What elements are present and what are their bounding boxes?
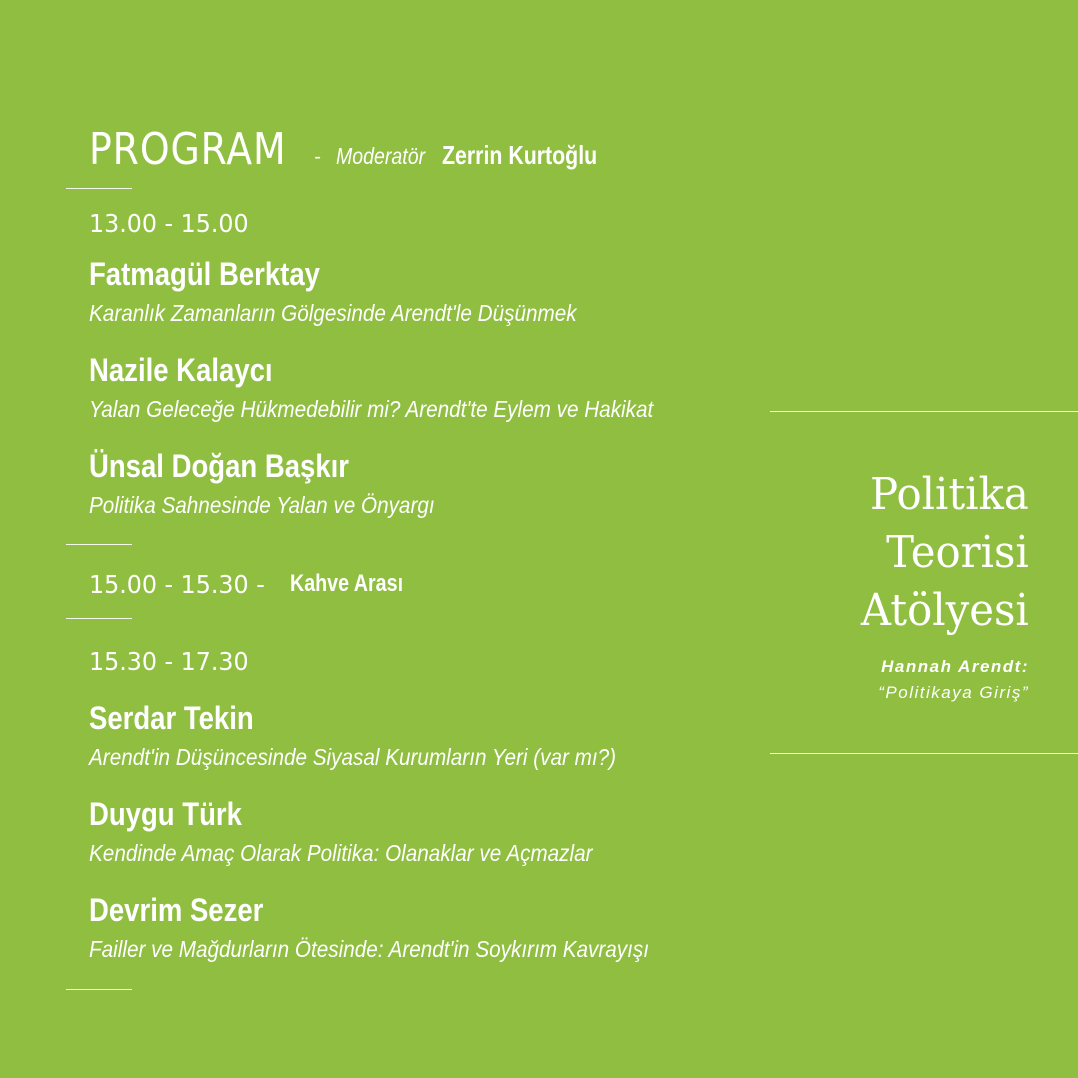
divider-line [66, 544, 132, 545]
break-time: 15.00 - 15.30 - [89, 570, 265, 599]
talk-title: Yalan Geleceğe Hükmedebilir mi? Arendt'te Eylem ve Hakikat [89, 396, 654, 422]
talk-title: Arendt'in Düşüncesinde Siyasal Kurumların Yeri (var mı?) [89, 744, 617, 770]
workshop-book: “Politikaya Giriş” [878, 683, 1029, 702]
speaker-name: Nazile Kalaycı [89, 352, 273, 388]
session-time: 15.30 - 17.30 [89, 647, 249, 676]
talk-title: Karanlık Zamanların Gölgesinde Arendt'le Düşünmek [89, 300, 577, 326]
workshop-author: Hannah Arendt: [881, 657, 1029, 676]
moderator-label: Moderatör [336, 143, 426, 169]
divider-line [66, 188, 132, 189]
talk-title: Politika Sahnesinde Yalan ve Önyargı [89, 492, 435, 518]
header-separator: - [314, 146, 321, 168]
speaker-name: Duygu Türk [89, 796, 242, 832]
break-label: Kahve Arası [290, 570, 404, 597]
program-title: PROGRAM [89, 124, 287, 175]
talk-title: Failler ve Mağdurların Ötesinde: Arendt'in Soykırım Kavrayışı [89, 936, 650, 962]
talk-title: Kendinde Amaç Olarak Politika: Olanaklar ve Açmazlar [89, 840, 593, 866]
divider-line [66, 989, 132, 990]
moderator-name: Zerrin Kurtoğlu [442, 140, 598, 170]
workshop-title-line: Politika [870, 469, 1029, 520]
speaker-name: Devrim Sezer [89, 892, 264, 928]
workshop-title [861, 466, 1029, 640]
workshop-title-line: Atölyesi [861, 585, 1029, 636]
workshop-title-line: Teorisi [886, 527, 1029, 578]
session-time: 13.00 - 15.00 [89, 209, 249, 238]
speaker-name: Fatmagül Berktay [89, 256, 320, 292]
divider-line [66, 618, 132, 619]
speaker-name: Serdar Tekin [89, 700, 254, 736]
workshop-bottom-rule [770, 753, 1078, 754]
speaker-name: Ünsal Doğan Başkır [89, 448, 349, 484]
workshop-top-rule [770, 411, 1078, 412]
